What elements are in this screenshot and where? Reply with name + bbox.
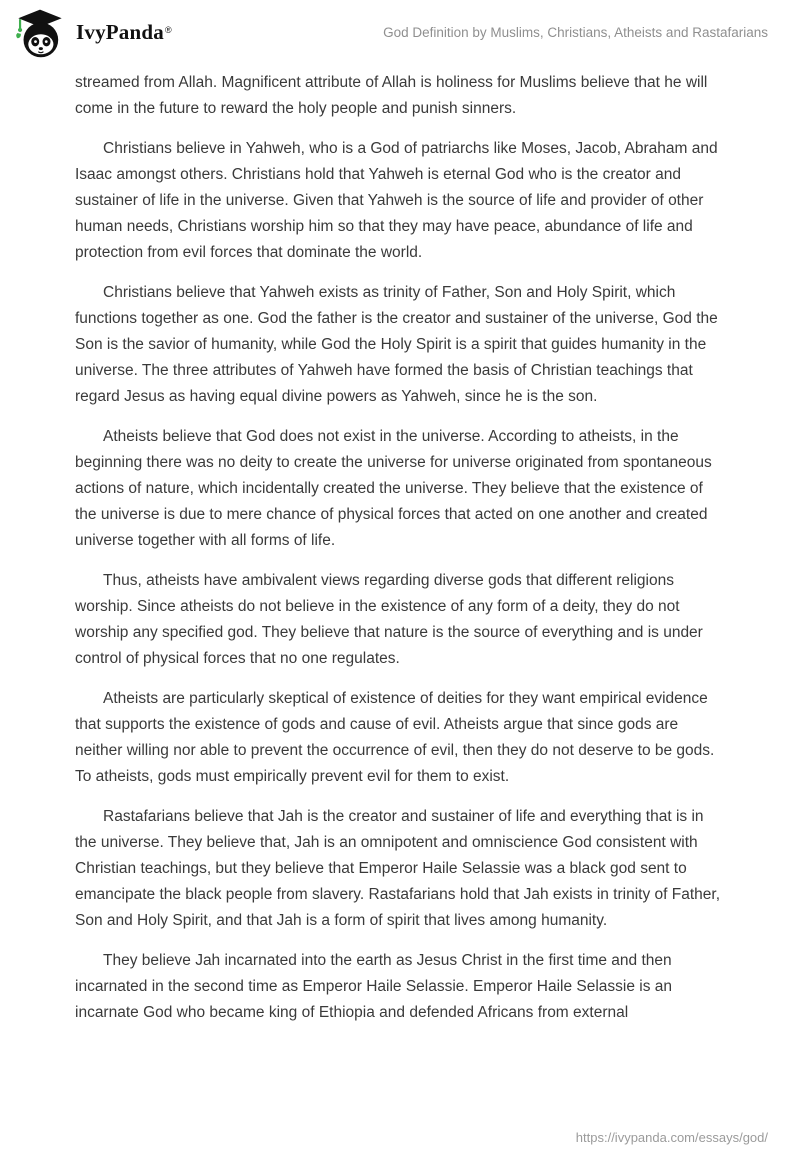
paragraph: Atheists believe that God does not exist in the universe. According to atheists, in the beginning there was no deity to create the universe for universe originated from spontaneous actions of nature, which incidentally created the universe. They believe that the existence of the universe is due to mere chance of physical forces that acted on one another and created universe together with all forms of life. — [75, 428, 712, 549]
essay-body — [75, 70, 725, 1026]
document-title: God Definition by Muslims, Christians, Atheists and Rastafarians — [383, 24, 768, 40]
paragraph: Christians believe in Yahweh, who is a God of patriarchs like Moses, Jacob, Abraham and Isaac amongst others. Christians hold that Yahweh is eternal God who is the creator and sustainer of life in the universe. Given that Yahweh is the source of life and provider of other human needs, Christians worship him so that they may have peace, abundance of life and protection from evil forces that dominate the world. — [75, 140, 718, 261]
paragraph: Rastafarians believe that Jah is the creator and sustainer of life and everything that is in the universe. They believe that, Jah is an omnipotent and omniscience God consistent with Christian teachings, but they believe that Emperor Haile Selassie was a black god sent to emancipate the black people from slavery. Rastafarians hold that Jah exists in trinity of Father, Son and Holy Spirit, and that Jah is a form of spirit that lives among humanity. — [75, 808, 721, 929]
registered-trademark: ® — [164, 24, 172, 35]
page-footer — [576, 1129, 768, 1147]
paragraph: Thus, atheists have ambivalent views regarding diverse gods that different religions worship. Since atheists do not believe in the existence of any form of a deity, they do not worship any specified god. They believe that nature is the source of everything and is under control of physical forces that no one regulates. — [75, 572, 703, 667]
paragraph: They believe Jah incarnated into the earth as Jesus Christ in the first time and then incarnated in the second time as Emperor Haile Selassie. Emperor Haile Selassie is an incarnate God who became king of Ethiopia and defended Africans from external — [75, 952, 673, 1021]
paragraph: streamed from Allah. Magnificent attribute of Allah is holiness for Muslims believe that he will come in the future to reward the holy people and punish sinners. — [75, 74, 708, 117]
brand-name: IvyPanda — [76, 20, 164, 44]
ivypanda-logo-icon — [14, 7, 66, 59]
paragraph: Christians believe that Yahweh exists as trinity of Father, Son and Holy Spirit, which functions together as one. God the father is the creator and sustainer of the universe, God the Son is the savior of humanity, while God the Holy Spirit is a spirit that guides humanity in the universe. The three attributes of Yahweh have formed the basis of Christian teachings that regard Jesus as having equal divine powers as Yahweh, since he is the son. — [75, 284, 718, 405]
brand[interactable] — [14, 7, 172, 59]
paragraph: Atheists are particularly skeptical of existence of deities for they want empirical evidence that supports the existence of gods and cause of evil. Atheists argue that since gods are neither willing nor able to prevent the occurrence of evil, then they do not deserve to be gods. To atheists, gods must empirically prevent evil for them to exist. — [75, 690, 715, 785]
page-header — [0, 0, 800, 62]
source-url-link[interactable]: https://ivypanda.com/essays/god/ — [575, 1130, 768, 1145]
